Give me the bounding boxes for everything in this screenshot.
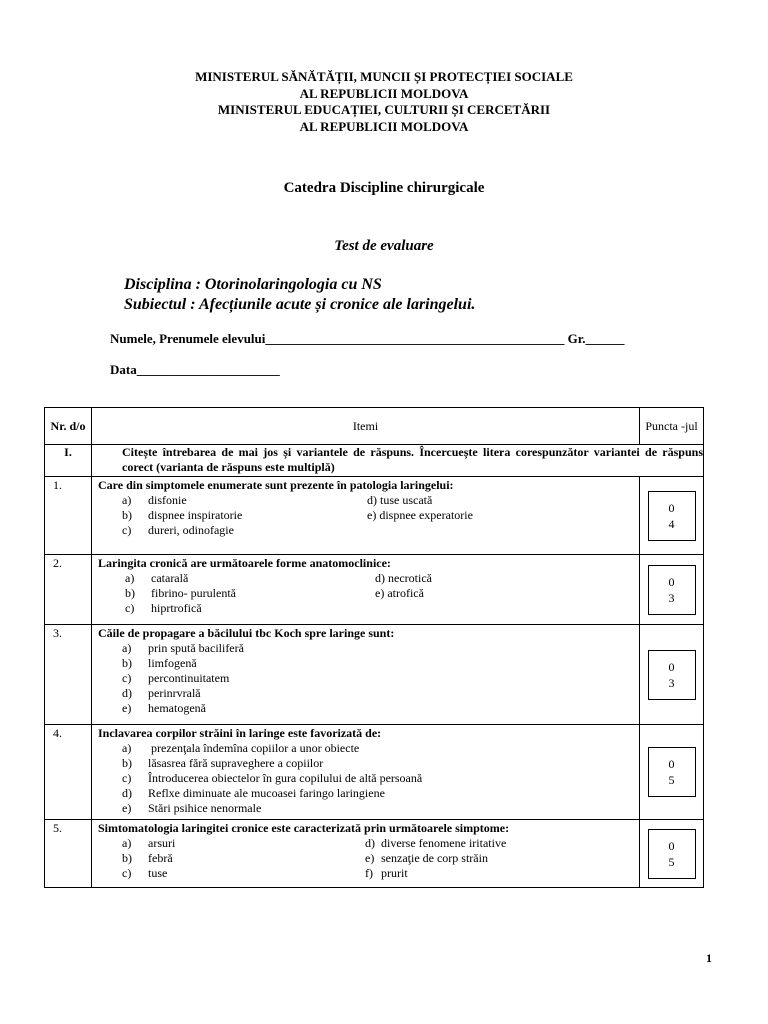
subject-line: Subiectul : Afecțiunile acute și cronice ale laringelui. (124, 296, 476, 313)
ministry-line-2: AL REPUBLICII MOLDOVA (299, 86, 469, 101)
option-text: senzaţie de corp străin (381, 851, 488, 865)
question-text: Care din simptomele enumerate sunt prezente în patologia laringelui: (98, 478, 454, 492)
option-b[interactable] (122, 656, 639, 671)
points-digit: 0 (668, 500, 675, 515)
option-letter: f) (365, 866, 373, 880)
option-f[interactable] (365, 866, 625, 881)
option-b[interactable] (125, 586, 375, 601)
section-nr-label: I. (64, 445, 72, 459)
option-text: arsuri (148, 836, 176, 850)
option-e[interactable] (122, 701, 639, 716)
ministry-line-4: AL REPUBLICII MOLDOVA (299, 119, 469, 134)
option-letter: a) (122, 836, 132, 850)
option-letter: c) (122, 523, 132, 537)
points-box (648, 650, 696, 700)
option-b[interactable] (122, 508, 367, 523)
option-c[interactable] (122, 771, 639, 786)
option-a[interactable] (122, 741, 639, 756)
points-digit: 5 (668, 854, 675, 869)
points-box (648, 747, 696, 797)
option-text: dureri, odinofagie (148, 523, 234, 537)
option-text: febră (148, 851, 173, 865)
option-a[interactable] (125, 571, 375, 586)
question-cell (92, 477, 640, 555)
header-nr (45, 408, 92, 445)
question-text: Simtomatologia laringitei cronice este caracterizată prin următoarele simptome: (98, 821, 510, 835)
points-digit: 3 (668, 590, 675, 605)
option-letter: d) (365, 836, 375, 850)
ministry-line-3: MINISTERUL EDUCAȚIEI, CULTURII ȘI CERCETĂRII (217, 102, 551, 117)
header-points-label: Puncta -jul (645, 418, 698, 433)
option-text: tuse (148, 866, 168, 880)
option-letter: b) (122, 656, 132, 670)
table-header-row (45, 408, 704, 445)
option-text: limfogenă (148, 656, 197, 670)
date-field: Data______________________ (110, 362, 280, 377)
option-d[interactable] (367, 493, 627, 508)
points-digit: 3 (668, 675, 675, 690)
test-title: Test de evaluare (334, 238, 434, 254)
option-text: e) atrofică (375, 586, 424, 600)
section-row (45, 445, 704, 477)
question-row-1 (45, 477, 704, 555)
points-box (648, 829, 696, 879)
header-items (92, 408, 640, 445)
option-c[interactable] (122, 523, 367, 538)
header-nr-label: Nr. d/o (50, 418, 86, 433)
option-text: percontinuitatem (148, 671, 230, 685)
option-text: d) necrotică (375, 571, 432, 585)
points-digit: 0 (668, 659, 675, 674)
option-text: perinrvrală (148, 686, 201, 700)
option-letter: b) (122, 851, 132, 865)
student-name-field: Numele, Prenumele elevului______________________________________________ Gr.______ (110, 331, 625, 346)
points-cell (640, 477, 704, 555)
option-letter: c) (122, 866, 132, 880)
option-letter: c) (125, 601, 135, 615)
section-nr (45, 445, 92, 477)
answer-options (92, 493, 639, 538)
points-cell (640, 625, 704, 725)
points-cell (640, 725, 704, 820)
points-digit: 0 (668, 574, 675, 589)
option-text: diverse fenomene iritative (381, 836, 507, 850)
question-nr: 2. (45, 555, 92, 625)
points-cell (640, 820, 704, 888)
option-b[interactable] (122, 756, 639, 771)
option-text: prurit (381, 866, 408, 880)
option-text: hiprtrofică (151, 601, 202, 615)
option-letter: a) (122, 741, 132, 755)
option-c[interactable] (122, 866, 365, 881)
option-letter: a) (125, 571, 135, 585)
question-cell (92, 555, 640, 625)
points-cell (640, 555, 704, 625)
section-instructions: Citește întrebarea de mai jos și variantele de răspuns. Încercuește litera corespunzător variantei de răspuns corect (varianta de răspuns este multiplă) (92, 445, 704, 477)
question-row-5 (45, 820, 704, 888)
points-digit: 0 (668, 757, 675, 771)
option-a[interactable] (122, 493, 367, 508)
option-d[interactable] (375, 571, 615, 586)
points-digit: 5 (668, 773, 675, 787)
question-row-3 (45, 625, 704, 725)
answer-options (92, 836, 639, 881)
option-text: Reflxe diminuate ale mucoasei faringo laringiene (148, 786, 385, 800)
option-letter: a) (122, 641, 132, 655)
option-e[interactable] (365, 851, 625, 866)
answer-options (92, 641, 639, 716)
department-title: Catedra Discipline chirurgicale (283, 180, 485, 196)
option-e[interactable] (122, 801, 639, 816)
header-points (640, 408, 704, 445)
question-nr: 1. (45, 477, 92, 555)
test-items-table (44, 407, 704, 888)
option-letter: c) (122, 771, 132, 785)
answer-options (92, 571, 639, 616)
option-letter: d) (122, 686, 132, 700)
option-text: dispnee inspiratorie (148, 508, 243, 522)
option-letter: e) (365, 851, 375, 865)
points-digit: 4 (668, 516, 675, 531)
question-cell (92, 725, 640, 820)
option-a[interactable] (122, 641, 639, 656)
option-c[interactable] (122, 671, 639, 686)
ministry-line-1: MINISTERUL SĂNĂTĂȚII, MUNCII ȘI PROTECȚIEI SOCIALE (195, 69, 573, 84)
question-nr: 3. (45, 625, 92, 725)
option-d[interactable] (365, 836, 625, 851)
option-e[interactable] (375, 586, 615, 601)
option-text: disfonie (148, 493, 187, 507)
option-letter: b) (125, 586, 135, 600)
option-letter: e) (122, 801, 132, 815)
option-letter: b) (122, 508, 132, 522)
option-letter: d) (122, 786, 132, 800)
option-d[interactable] (122, 786, 639, 801)
option-e[interactable] (367, 508, 627, 523)
option-letter: b) (122, 756, 132, 770)
option-letter: a) (122, 493, 132, 507)
option-text: d) tuse uscată (367, 493, 433, 507)
question-cell (92, 820, 640, 888)
option-text: lăsasrea fără supraveghere a copiilor (148, 756, 324, 770)
option-text: hematogenă (148, 701, 206, 715)
option-text: fibrino- purulentă (151, 586, 236, 600)
option-letter: c) (122, 671, 132, 685)
discipline-line: Disciplina : Otorinolaringologia cu NS (124, 276, 382, 293)
question-nr: 5. (45, 820, 92, 888)
header-items-label: Itemi (352, 418, 379, 433)
question-row-4 (45, 725, 704, 820)
option-text: prin spută baciliferă (148, 641, 244, 655)
points-box (648, 565, 696, 615)
option-c[interactable] (125, 601, 375, 616)
option-text: prezenţala îndemîna copiilor a unor obiecte (148, 741, 360, 755)
question-nr: 4. (45, 725, 92, 820)
question-text: Căile de propagare a băcilului tbc Koch spre laringe sunt: (98, 626, 395, 640)
option-letter: e) (122, 701, 132, 715)
option-a[interactable] (122, 836, 365, 851)
points-box (648, 491, 696, 541)
option-b[interactable] (122, 851, 365, 866)
points-digit: 0 (668, 838, 675, 853)
option-text: catarală (151, 571, 189, 585)
question-cell (92, 625, 640, 725)
question-row-2 (45, 555, 704, 625)
answer-options (92, 741, 639, 816)
option-text: Întroducerea obiectelor în gura copilului de altă persoană (148, 771, 423, 785)
page-number: 1 (706, 951, 712, 965)
option-d[interactable] (122, 686, 639, 701)
question-text: Inclavarea corpilor străini în laringe este favorizată de: (98, 726, 382, 740)
option-text: Stări psihice nenormale (148, 801, 262, 815)
option-text: e) dispnee experatorie (367, 508, 473, 522)
question-text: Laringita cronică are următoarele forme anatomoclinice: (98, 556, 391, 570)
